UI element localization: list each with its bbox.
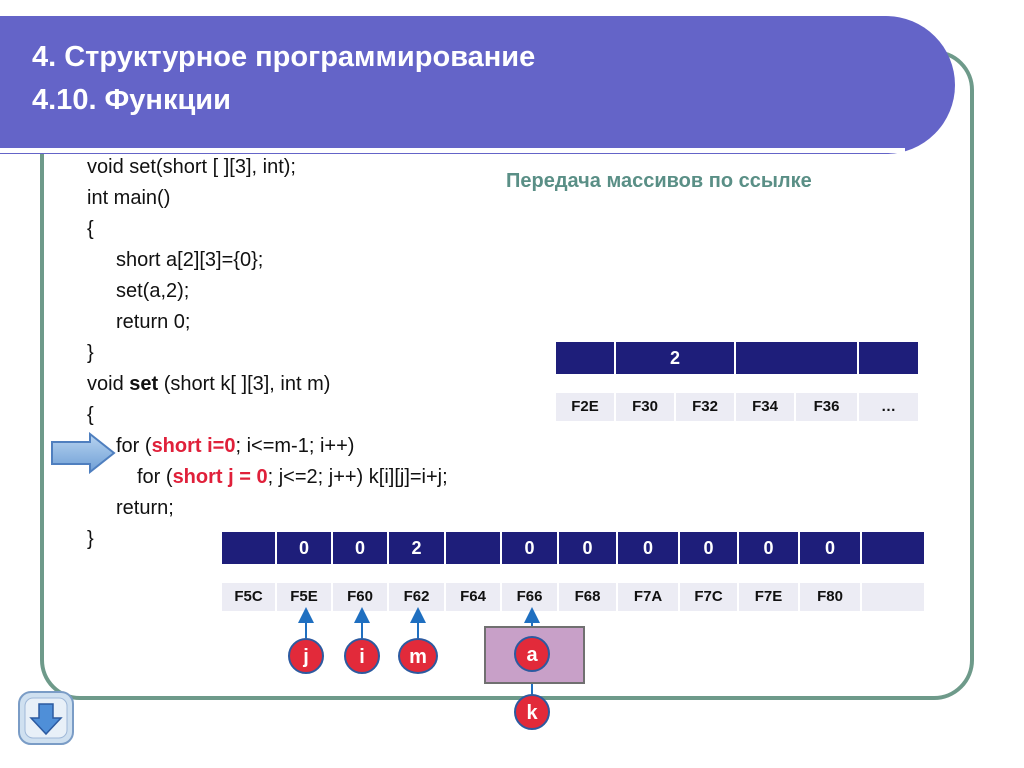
- memory-cell: 0: [738, 531, 799, 565]
- variable-i: i: [344, 638, 380, 674]
- address-label: F7E: [738, 582, 799, 612]
- memory-cell: 2: [615, 341, 735, 375]
- address-label: F60: [332, 582, 388, 612]
- address-label: F68: [558, 582, 617, 612]
- code-line-3: {: [87, 218, 94, 240]
- address-label: F7C: [679, 582, 738, 612]
- memory-cell: 2: [388, 531, 445, 565]
- code-token: for (: [137, 466, 173, 488]
- variable-m: m: [398, 638, 438, 674]
- address-label: F2E: [555, 392, 615, 422]
- code-line-6: return 0;: [116, 311, 191, 333]
- code-line-12: return;: [116, 497, 174, 519]
- code-token: (short k[ ][3], int m): [158, 373, 331, 395]
- code-token-highlight: short j = 0: [172, 466, 268, 488]
- code-line-5: set(a,2);: [116, 280, 190, 302]
- memory-cell: 0: [679, 531, 738, 565]
- code-token: ; j<=2; j++) k[i][j]=i+j;: [267, 466, 448, 488]
- variable-k: k: [514, 694, 550, 730]
- code-line-9: {: [87, 404, 94, 426]
- memory-cell: 0: [799, 531, 861, 565]
- code-token: void: [87, 373, 130, 395]
- topic-heading: Передача массивов по ссылке: [506, 170, 812, 192]
- code-line-2: int main(): [87, 187, 171, 209]
- code-line-1: void set(short [ ][3], int);: [87, 156, 296, 178]
- code-line-7: }: [87, 342, 94, 364]
- address-label: F5E: [276, 582, 332, 612]
- memory-cell: 0: [617, 531, 679, 565]
- address-label: F5C: [221, 582, 276, 612]
- code-token: ; i<=m-1; i++): [235, 435, 355, 457]
- code-token-highlight: short i=0: [151, 435, 236, 457]
- variable-a: a: [514, 636, 550, 672]
- memory-cell: 0: [501, 531, 558, 565]
- address-label: F36: [795, 392, 858, 422]
- slide-subtitle: 4.10. Функции: [32, 84, 231, 116]
- memory-cell: 0: [276, 531, 332, 565]
- address-label: F32: [675, 392, 735, 422]
- code-token-set: set: [129, 373, 159, 395]
- nav-down-arrow-icon[interactable]: [17, 690, 75, 746]
- address-label: F34: [735, 392, 795, 422]
- address-label: F64: [445, 582, 501, 612]
- address-label: F66: [501, 582, 558, 612]
- address-label: F30: [615, 392, 675, 422]
- slide-title: 4. Структурное программирование: [32, 41, 536, 73]
- address-label: …: [858, 392, 919, 422]
- address-label: F7A: [617, 582, 679, 612]
- code-line-4: short a[2][3]={0};: [116, 249, 264, 271]
- code-line-13: }: [87, 528, 94, 550]
- address-label: F62: [388, 582, 445, 612]
- code-token: for (: [116, 435, 152, 457]
- memory-cell: 0: [558, 531, 617, 565]
- variable-j: j: [288, 638, 324, 674]
- memory-cell: 0: [332, 531, 388, 565]
- address-label: F80: [799, 582, 861, 612]
